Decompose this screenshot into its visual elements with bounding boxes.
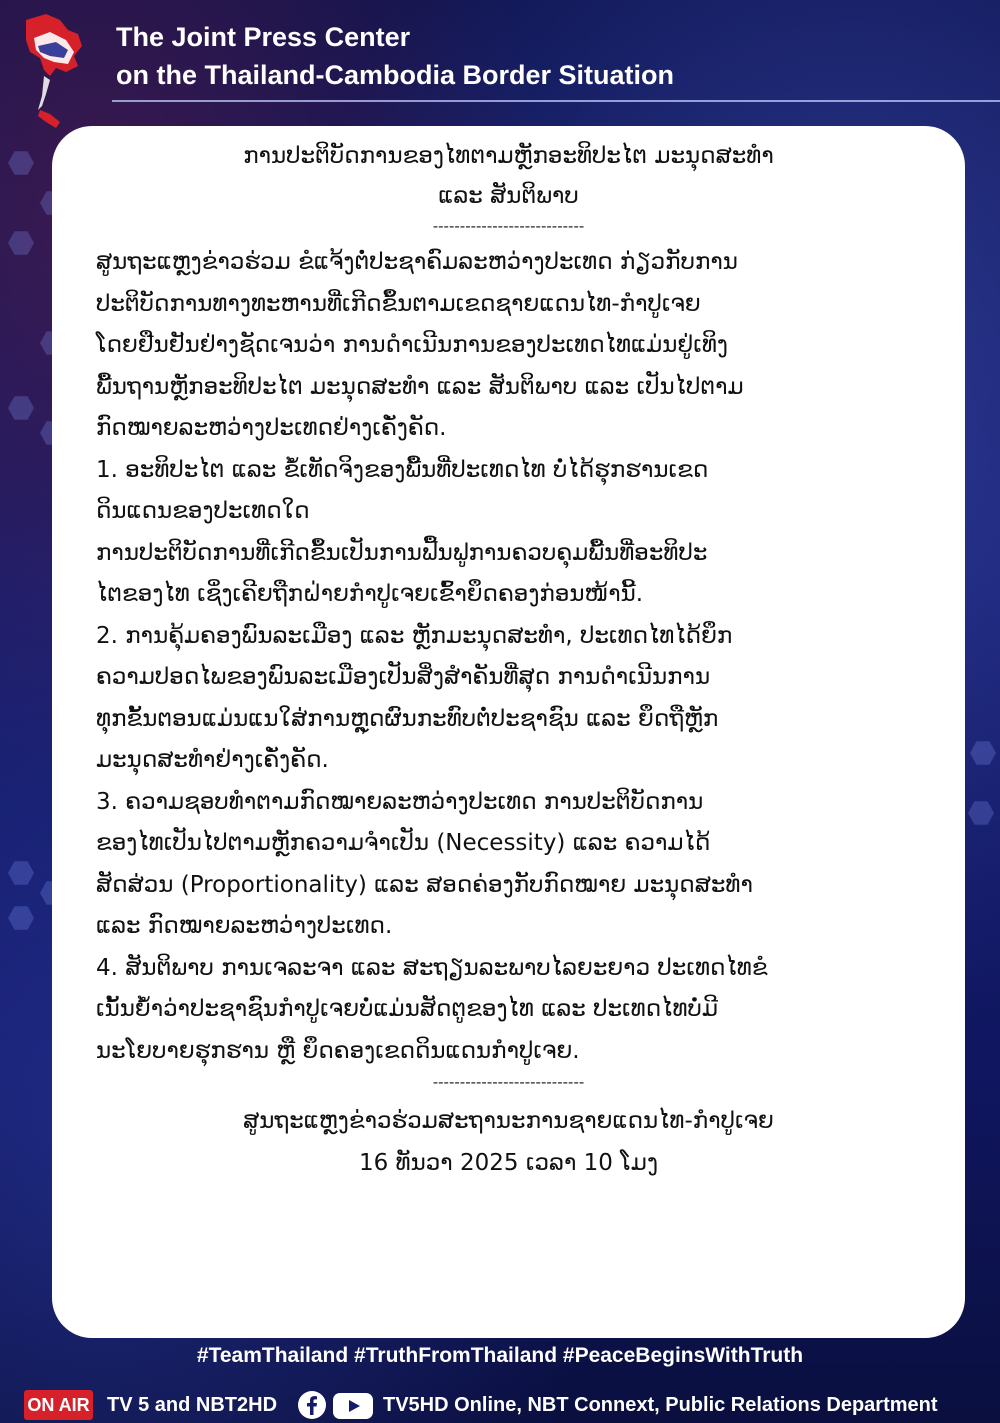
hashtags: #TeamThailand #TruthFromThailand #PeaceBeginsWithTruth xyxy=(196,1344,804,1367)
channels-text: TV 5 and NBT2HD xyxy=(107,1394,278,1416)
header-title xyxy=(116,18,674,94)
header-title-line2: on the Thailand-Cambodia Border Situation xyxy=(116,60,675,90)
top-divider: ---------------------------- xyxy=(432,217,585,235)
footer-bar xyxy=(0,1386,1000,1423)
signature-organization: ສູນຖະແຫຼງຂ່າວຮ່ວມສະຖານະການຊາຍແດນໄທ-ກຳປູເຈຍ xyxy=(243,1108,774,1134)
facebook-icon xyxy=(297,1390,327,1420)
platforms-text: TV5HD Online, NBT Connext, Public Relations Department xyxy=(383,1394,938,1416)
document-signature xyxy=(96,1100,921,1184)
point-3: 3. ຄວາມຊອບທຳຕາມກົດໝາຍລະຫວ່າງປະເທດ ການປະຕິບັດການ ຂອງໄທເປັນໄປຕາມຫຼັກຄວາມຈຳເປັນ (Necessity) ແລະ ຄວາມໄດ້ ສັດສ່ວນ (Proportionality) ແລະ ສອດຄ່ອງກັບກົດໝາຍ ມະນຸດສະທຳ ແລະ ກົດໝາຍລະຫວ່າງປະເທດ. xyxy=(96,788,753,939)
point-4: 4. ສັນຕິພາບ ການເຈລະຈາ ແລະ ສະຖຽນລະພາບໄລຍະຍາວ ປະເທດໄທຂໍ ເນັ້ນຍ້ຳວ່າປະຊາຊົນກຳປູເຈຍບໍ່ແມ່ນສັດຕູຂອງໄທ ແລະ ປະເທດໄທບໍ່ມີ ນະໂຍບາຍຮຸກຮານ ຫຼື ຍຶດຄອງເຂດດິນແດນກຳປູເຈຍ. xyxy=(96,954,768,1064)
signature-date: 16 ທັນວາ 2025 ເວລາ 10 ໂມງ xyxy=(358,1150,659,1176)
point-1: 1. ອະທິປະໄຕ ແລະ ຂໍ້ເທັດຈິງຂອງພື້ນທີ່ປະເທດໄທ ບໍ່ໄດ້ຮຸກຮານເຂດ ດິນແດນຂອງປະເທດໃດ ການປະຕິບັດການທີ່ເກີດຂຶ້ນເປັນການຟື້ນຟູການຄວບຄຸມພື້ນທີ່ອະທິປະ ໄຕຂອງໄທ ເຊິ່ງເຄີຍຖືກຝ່າຍກຳປູເຈຍເຂົ້າຍຶດຄອງກ່ອນໜ້ານີ້. xyxy=(96,456,709,607)
on-air-badge: ON AIR xyxy=(24,1390,93,1420)
bottom-divider: ---------------------------- xyxy=(432,1073,585,1091)
document-title-line1: ການປະຕິບັດການຂອງໄທຕາມຫຼັກອະທິປະໄຕ ມະນຸດສະທຳ xyxy=(243,143,774,169)
document-title xyxy=(96,136,921,216)
thailand-map-logo-icon xyxy=(16,10,96,140)
header-divider xyxy=(112,100,1000,102)
header-title-line1: The Joint Press Center xyxy=(116,22,411,52)
press-release-document xyxy=(96,136,921,1184)
youtube-icon xyxy=(333,1393,373,1419)
header xyxy=(0,0,1000,110)
document-title-line2: ແລະ ສັນຕິພາບ xyxy=(438,183,579,209)
press-release-card xyxy=(52,126,965,1338)
intro-paragraph: ສູນຖະແຫຼງຂ່າວຮ່ວມ ຂໍແຈ້ງຕໍ່ປະຊາຄົມລະຫວ່າງປະເທດ ກ່ຽວກັບການ ປະຕິບັດການທາງທະຫານທີ່ເກີດຂຶ້ນຕາມເຂດຊາຍແດນໄທ-ກຳປູເຈຍ ໂດຍຢືນຢັນຢ່າງຊັດເຈນວ່າ ການດຳເນີນການຂອງປະເທດໄທແມ່ນຢູ່ເທິງ ພື້ນຖານຫຼັກອະທິປະໄຕ ມະນຸດສະທຳ ແລະ ສັນຕິພາບ ແລະ ເປັນໄປຕາມ ກົດໝາຍລະຫວ່າງປະເທດຢ່າງເຄັ່ງຄັດ. xyxy=(96,249,744,441)
point-2: 2. ການຄຸ້ມຄອງພົນລະເມືອງ ແລະ ຫຼັກມະນຸດສະທຳ, ປະເທດໄທໄດ້ຍຶກ ຄວາມປອດໄພຂອງພົນລະເມືອງເປັນສິ່ງສຳຄັນທີ່ສຸດ ການດຳເນີນການ ທຸກຂັ້ນຕອນແມ່ນແນໃສ່ການຫຼຸດຜົນກະທົບຕໍ່ປະຊາຊົນ ແລະ ຍຶດຖືຫຼັກ ມະນຸດສະທຳຢ່າງເຄັ່ງຄັດ. xyxy=(96,622,733,773)
